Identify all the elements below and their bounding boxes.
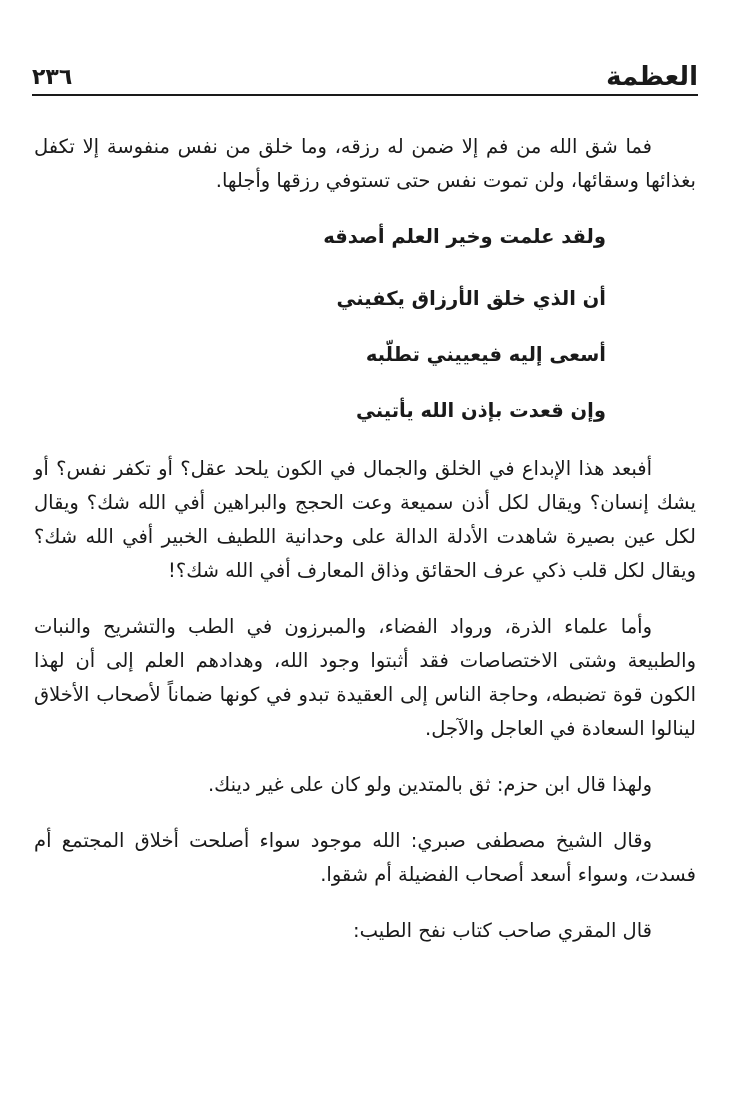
paragraph-ibn-hazm: ولهذا قال ابن حزم: ثق بالمتدين ولو كان على غير دينك. — [207, 773, 652, 796]
paragraph-maqqari: قال المقري صاحب كتاب نفح الطيب: — [353, 919, 652, 942]
paragraph-scientists: وأما علماء الذرة، ورواد الفضاء، والمبرزون في الطب والتشريح والنبات والطبيعة وشتى الاختصاصات فقد أثبتوا وجود الله، وهدادهم العلم إلى أن لهذا الكون قوة تضبطه، وحاجة الناس إلى العقيدة تبدو في كونها ضماناً لأصحاب الأخلاق لينالوا السعادة في العاجل والآجل. — [34, 615, 696, 740]
poem-block — [34, 282, 696, 428]
verse-line-1: أن الذي خلق الأرزاق يكفيني — [336, 287, 606, 310]
header-rule — [32, 94, 698, 96]
verse-line-2: أسعى إليه فيعييني تطلّبه — [365, 343, 606, 366]
body-text — [34, 130, 696, 970]
verse-line-3: وإن قعدت بإذن الله يأتيني — [356, 399, 606, 422]
paragraph-mustafa-sabri: وقال الشيخ مصطفى صبري: الله موجود سواء أصلحت أخلاق المجتمع أم فسدت، وسواء أسعد أصحاب الفضيلة أم شقوا. — [34, 829, 696, 886]
paragraph-doubt-questions: أفبعد هذا الإبداع في الخلق والجمال في الكون يلحد عقل؟ أو تكفر نفس؟ أو يشك إنسان؟ ويقال لكل أذن سميعة وعت الحجج والبراهين أفي الله شك؟ ويقال لكل عين بصيرة شاهدت الأدلة الدالة على وحدانية اللطيف الخبير أفي الله شك؟ ويقال لكل قلب ذكي عرف الحقائق وذاق المعارف أفي الله شك؟! — [34, 457, 696, 582]
running-header — [32, 62, 698, 92]
page-number: ٢٣٦ — [32, 65, 73, 90]
paragraph-provision: فما شق الله من فم إلا ضمن له رزقه، وما خلق من نفس منفوسة إلا تكفل بغذائها وسقائها، ولن تموت نفس حتى تستوفي رزقها وأجلها. — [34, 135, 696, 192]
verse-intro: ولقد علمت وخير العلم أصدقه — [323, 225, 606, 248]
chapter-title: العظمة — [606, 62, 698, 92]
